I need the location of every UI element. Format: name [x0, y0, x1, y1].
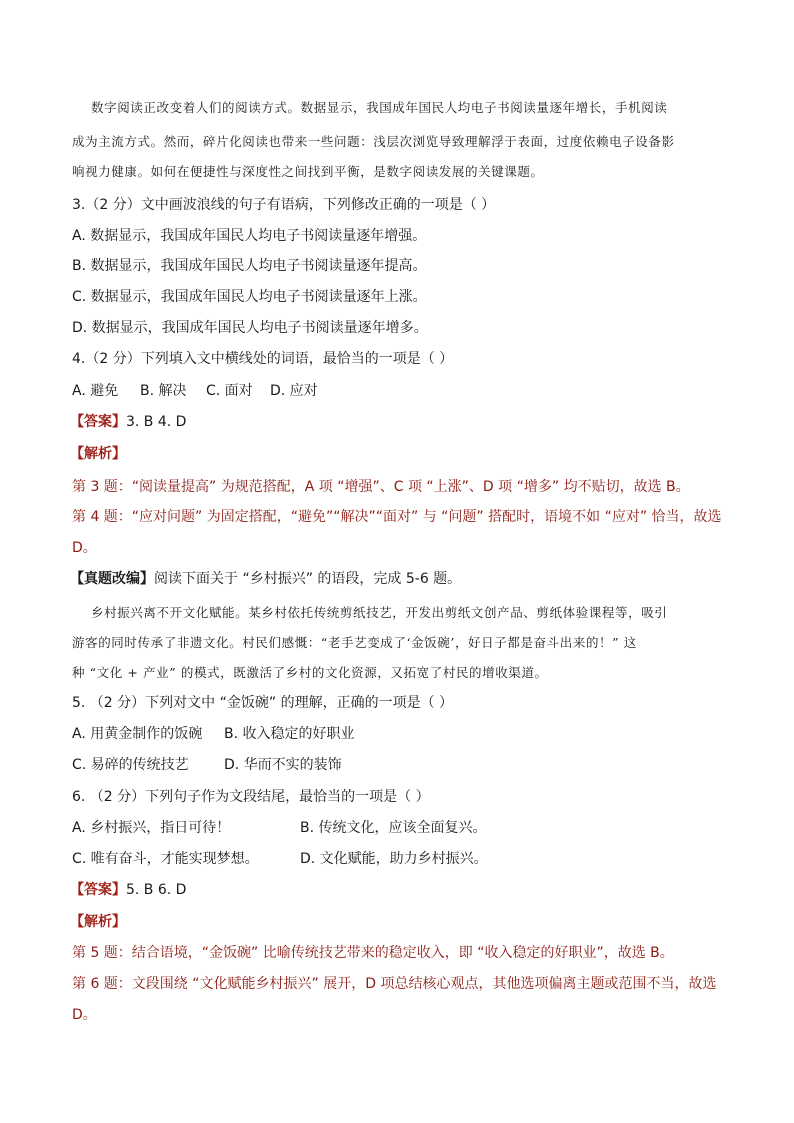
section-text: 阅读下面关于 “乡村振兴” 的语段，完成 5-6 题。	[154, 571, 462, 587]
section-tag: 【真题改编】	[70, 571, 154, 587]
q6-option-c: C. 唯有奋斗，才能实现梦想。	[72, 851, 259, 867]
q6-option-a: A. 乡村振兴，指日可待！	[72, 820, 231, 836]
q6-stem: 6. （2 分）下列句子作为文段结尾，最恰当的一项是（ ）	[72, 789, 430, 805]
answer-text: 5. B 6. D	[126, 882, 187, 898]
analysis-tag: 【解析】	[70, 446, 126, 462]
q5-stem: 5. （2 分）下列对文中 “金饭碗” 的理解，正确的一项是（ ）	[72, 695, 454, 711]
analysis-tag: 【解析】	[70, 914, 126, 930]
q6-option-b: B. 传统文化，应该全面复兴。	[300, 820, 487, 836]
q3-option-d: D. 数据显示，我国成年国民人均电子书阅读量逐年增多。	[72, 320, 428, 336]
analysis1-line-3: D。	[72, 540, 97, 556]
q4-option-b: B. 解决	[140, 383, 187, 399]
analysis2-line-1: 第 5 题：结合语境，“金饭碗” 比喻传统技艺带来的稳定收入，即 “收入稳定的好职业”，故选 B。	[72, 945, 674, 961]
passage2-line-1: 乡村振兴离不开文化赋能。某乡村依托传统剪纸技艺，开发出剪纸文创产品、剪纸体验课程等，吸引	[91, 605, 668, 620]
q3-option-c: C. 数据显示，我国成年国民人均电子书阅读量逐年上涨。	[72, 289, 427, 305]
q4-options	[72, 382, 318, 400]
q5-option-c: C. 易碎的传统技艺	[72, 757, 189, 773]
answer-tag: 【答案】	[70, 882, 126, 898]
q3-option-b: B. 数据显示，我国成年国民人均电子书阅读量逐年提高。	[72, 258, 427, 274]
answer-text: 3. B 4. D	[126, 414, 187, 430]
q5-option-b: B. 收入稳定的好职业	[224, 726, 355, 742]
answer-tag: 【答案】	[70, 414, 126, 430]
q4-option-d: D. 应对	[270, 383, 318, 399]
q3-stem: 3.（2 分）文中画波浪线的句子有语病，下列修改正确的一项是（ ）	[72, 197, 496, 213]
q6-options-row-1	[72, 819, 487, 837]
passage1-line-1: 数字阅读正改变着人们的阅读方式。数据显示，我国成年国民人均电子书阅读量逐年增长，手机阅读	[91, 100, 668, 115]
section-heading	[70, 570, 461, 588]
q3-option-a: A. 数据显示，我国成年国民人均电子书阅读量逐年增强。	[72, 228, 427, 244]
q4-stem: 4.（2 分）下列填入文中横线处的词语，最恰当的一项是（ ）	[72, 351, 454, 367]
analysis1-line-1: 第 3 题：“阅读量提高” 为规范搭配，A 项 “增强”、C 项 “上涨”、D 项 “增多” 均不贴切，故选 B。	[72, 479, 690, 495]
q5-options-row-1	[72, 725, 355, 743]
analysis1-line-2: 第 4 题：“应对问题” 为固定搭配，“避免”“解决”“面对” 与 “问题” 搭配时，语境不如 “应对” 恰当，故选	[72, 509, 722, 525]
q5-option-d: D. 华而不实的装饰	[224, 757, 342, 773]
analysis2-line-3: D。	[72, 1007, 97, 1023]
answer-block-1	[70, 413, 186, 431]
answer-block-2	[70, 881, 186, 899]
q4-option-c: C. 面对	[206, 383, 253, 399]
q4-option-a: A. 避免	[72, 383, 119, 399]
q5-options-row-2	[72, 756, 342, 774]
passage2-line-2: 游客的同时传承了非遗文化。村民们感慨：“老手艺变成了‘金饭碗’，好日子都是奋斗出来的！” 这	[72, 635, 637, 650]
q6-option-d: D. 文化赋能，助力乡村振兴。	[300, 851, 488, 867]
q6-options-row-2	[72, 850, 488, 868]
analysis2-line-2: 第 6 题：文段围绕 “文化赋能乡村振兴” 展开，D 项总结核心观点，其他选项偏离主题或范围不当，故选	[72, 976, 717, 992]
passage1-line-3: 响视力健康。如何在便捷性与深度性之间找到平衡，是数字阅读发展的关键课题。	[72, 164, 544, 179]
passage2-line-3: 种 “文化 + 产业” 的模式，既激活了乡村的文化资源，又拓宽了村民的增收渠道。	[72, 665, 548, 680]
passage1-line-2: 成为主流方式。然而，碎片化阅读也带来一些问题：浅层次浏览导致理解浮于表面，过度依赖电子设备影	[72, 134, 675, 149]
q5-option-a: A. 用黄金制作的饭碗	[72, 726, 203, 742]
